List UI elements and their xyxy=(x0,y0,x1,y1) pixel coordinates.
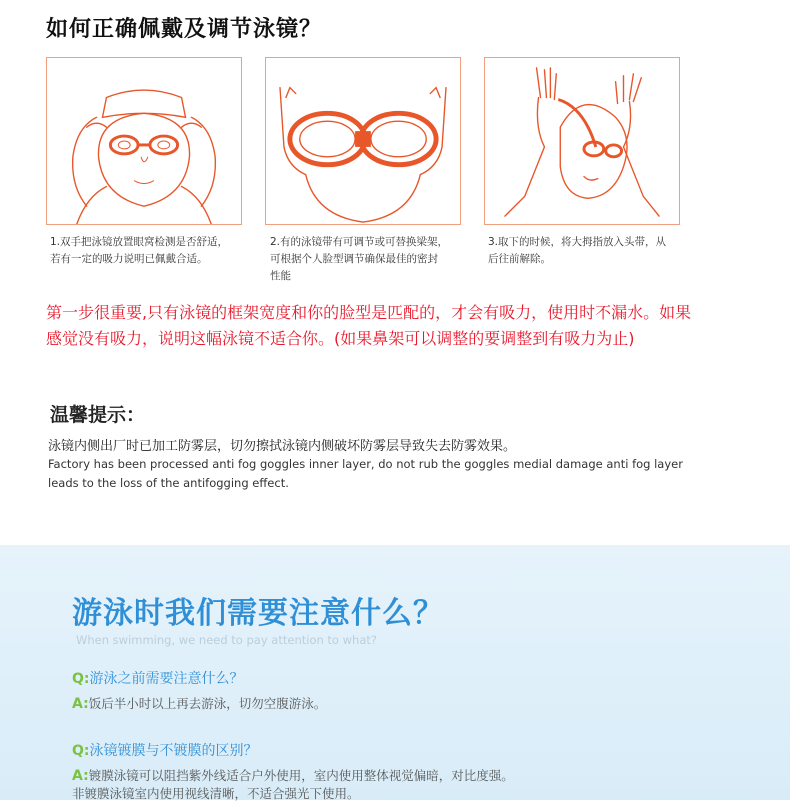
goggles-removal-icon xyxy=(485,58,679,224)
page-title: 如何正确佩戴及调节泳镜？ xyxy=(46,17,323,42)
a-label: A: xyxy=(72,696,89,712)
goggles-bridge-icon xyxy=(266,58,460,224)
q-label: Q: xyxy=(72,671,90,687)
important-notice: 第一步很重要,只有泳镜的框架宽度和你的脸型是匹配的，才会有吸力，使用时不漏水。如果感觉没有吸力，说明这幅泳镜不适合你。(如果鼻架可以调整的要调整到有吸力为止) xyxy=(46,303,692,348)
faq-answer-1: A:饭后半小时以上再去游泳，切勿空腹游泳。 xyxy=(72,696,327,712)
q-label: Q: xyxy=(72,743,90,759)
tips-heading: 温馨提示： xyxy=(50,404,146,426)
step3-caption: 3.取下的时候，将大拇指放入头带，从 后往前解除。 xyxy=(488,236,667,265)
tips-text-cn: 泳镜内侧出厂时已加工防雾层，切勿擦拭泳镜内侧破坏防雾层导致失去防雾效果。 xyxy=(48,439,517,454)
faq-answer-2: A:镀膜泳镜可以阻挡紫外线适合户外使用，室内使用整体视觉偏暗，对比度强。 非镀膜泳镜室内使用视线清晰，不适合强光下使用。 xyxy=(72,768,514,801)
step1-caption: 1.双手把泳镜放置眼窝检测是否舒适， 若有一定的吸力说明已佩戴合适。 xyxy=(50,236,229,265)
tips-text-en: Factory has been processed anti fog goggles inner layer, do not rub the goggles medial damage anti fog layer leads to the loss of the antifogging effect. xyxy=(48,457,683,490)
step2-illustration xyxy=(265,57,461,225)
a-label: A: xyxy=(72,768,89,784)
faq-title: 游泳时我们需要注意什么？ xyxy=(72,596,444,631)
goggles-fitting-icon xyxy=(47,58,241,224)
step2-caption: 2.有的泳镜带有可调节或可替换梁架， 可根据个人脸型调节确保最佳的密封 性能 xyxy=(270,236,449,282)
faq-question-1: Q:游泳之前需要注意什么？ xyxy=(72,671,244,687)
faq-question-2: Q:泳镜镀膜与不镀膜的区别？ xyxy=(72,743,258,759)
step3-illustration xyxy=(484,57,680,225)
step1-illustration xyxy=(46,57,242,225)
faq-subtitle: When swimming, we need to pay attention to what? xyxy=(76,633,377,647)
